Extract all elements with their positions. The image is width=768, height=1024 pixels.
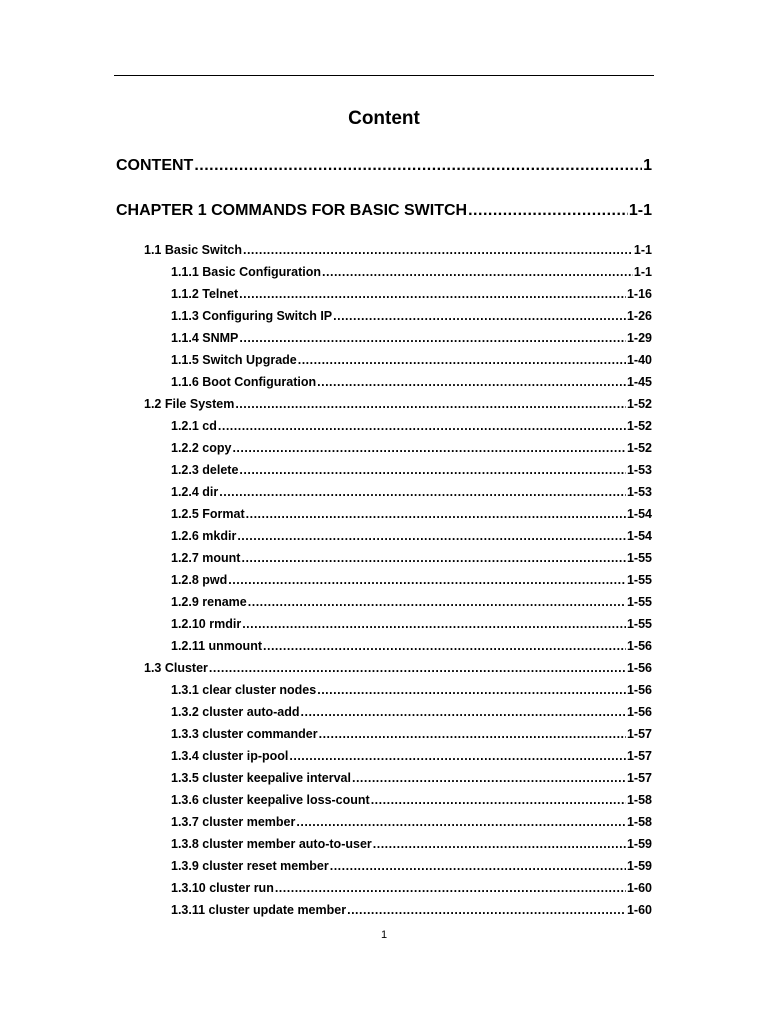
top-rule xyxy=(114,75,654,76)
toc-entry-label: 1.1 Basic Switch xyxy=(144,243,242,257)
toc-entry-page: 1-54 xyxy=(626,529,652,543)
toc-entry-page: 1-60 xyxy=(626,903,652,917)
toc-entry[interactable] xyxy=(171,705,652,719)
toc-leader-dots xyxy=(246,507,626,521)
toc-entry-label: 1.1.6 Boot Configuration xyxy=(171,375,317,389)
toc-leader-dots xyxy=(322,265,633,279)
toc-leader-dots xyxy=(317,683,626,697)
toc-entry[interactable] xyxy=(171,573,652,587)
toc-entry-page: 1-53 xyxy=(626,463,652,477)
toc-entry-page: 1-56 xyxy=(626,661,652,675)
toc-entry-page: 1-1 xyxy=(633,265,652,279)
toc-leader-dots xyxy=(275,881,626,895)
toc-entry-label: 1.2.5 Format xyxy=(171,507,245,521)
toc-entry[interactable] xyxy=(144,661,652,675)
toc-entry-page: 1-57 xyxy=(626,727,652,741)
toc-leader-dots xyxy=(237,529,626,543)
toc-entry-label: 1.2.4 dir xyxy=(171,485,219,499)
toc-entry[interactable] xyxy=(171,551,652,565)
toc-entry-page: 1-16 xyxy=(626,287,652,301)
toc-entry[interactable] xyxy=(171,419,652,433)
toc-entry-page: 1-55 xyxy=(626,551,652,565)
toc-entry-label: 1.2.10 rmdir xyxy=(171,617,242,631)
toc-entry-page: 1-26 xyxy=(626,309,652,323)
toc-entry-label: 1.1.1 Basic Configuration xyxy=(171,265,322,279)
toc-leader-dots xyxy=(228,573,626,587)
toc-entry[interactable] xyxy=(171,749,652,763)
toc-entry-page: 1-1 xyxy=(633,243,652,257)
toc-entry-label: 1.2.11 unmount xyxy=(171,639,262,653)
toc-leader-dots xyxy=(239,463,626,477)
toc-entry-page: 1-58 xyxy=(626,815,652,829)
toc-leader-dots xyxy=(373,837,626,851)
toc-entry-label: 1.1.5 Switch Upgrade xyxy=(171,353,297,367)
toc-entry-label: CHAPTER 1 COMMANDS FOR BASIC SWITCH xyxy=(116,202,468,219)
toc-entry[interactable] xyxy=(171,331,652,345)
toc-entry[interactable] xyxy=(171,903,652,917)
toc-entry-page: 1-58 xyxy=(626,793,652,807)
toc-entry[interactable] xyxy=(171,507,652,521)
toc-leader-dots xyxy=(241,551,626,565)
toc-entry[interactable] xyxy=(144,397,652,411)
toc-leader-dots xyxy=(263,639,626,653)
toc-leader-dots xyxy=(248,595,626,609)
toc-leader-dots xyxy=(301,705,626,719)
toc-entry[interactable] xyxy=(171,859,652,873)
toc-entry-page: 1-56 xyxy=(626,683,652,697)
toc-entry-label: CONTENT xyxy=(116,157,194,174)
toc-leader-dots xyxy=(333,309,626,323)
toc-entry-page: 1-45 xyxy=(626,375,652,389)
toc-entry-page: 1-52 xyxy=(626,419,652,433)
toc-entry[interactable] xyxy=(171,463,652,477)
toc-entry-page: 1-55 xyxy=(626,617,652,631)
toc-entry-label: 1.1.3 Configuring Switch IP xyxy=(171,309,333,323)
toc-entry[interactable] xyxy=(171,793,652,807)
page-number: 1 xyxy=(380,929,388,941)
toc-entry[interactable] xyxy=(171,309,652,323)
toc-entry-page: 1-56 xyxy=(626,705,652,719)
toc-entry-page: 1-1 xyxy=(628,202,652,219)
toc-entry-label: 1.2.1 cd xyxy=(171,419,217,433)
toc-leader-dots xyxy=(330,859,626,873)
toc-entry-label: 1.3.8 cluster member auto-to-user xyxy=(171,837,372,851)
toc-entry-page: 1-60 xyxy=(626,881,652,895)
toc-entry-page: 1-56 xyxy=(626,639,652,653)
toc-entry-label: 1.3.10 cluster run xyxy=(171,881,274,895)
toc-entry-label: 1.2.9 rename xyxy=(171,595,247,609)
toc-entry[interactable] xyxy=(171,815,652,829)
toc-leader-dots xyxy=(371,793,626,807)
page-title: Content xyxy=(348,108,420,129)
toc-leader-dots xyxy=(219,485,626,499)
toc-entry-page: 1-53 xyxy=(626,485,652,499)
toc-entry-label: 1.2.7 mount xyxy=(171,551,241,565)
toc-entry-page: 1-54 xyxy=(626,507,652,521)
toc-entry-label: 1.2.3 delete xyxy=(171,463,239,477)
toc-entry-label: 1.3.3 cluster commander xyxy=(171,727,318,741)
toc-leader-dots xyxy=(232,441,626,455)
toc-entry-label: 1.3.6 cluster keepalive loss-count xyxy=(171,793,370,807)
toc-leader-dots xyxy=(319,727,626,741)
toc-leader-dots xyxy=(347,903,626,917)
toc-leader-dots xyxy=(352,771,626,785)
toc-entry[interactable] xyxy=(171,771,652,785)
toc-leader-dots xyxy=(242,617,626,631)
toc-leader-dots xyxy=(209,661,626,675)
toc-entry-page: 1 xyxy=(643,157,652,174)
toc-entry-label: 1.3 Cluster xyxy=(144,661,208,675)
toc-entry-page: 1-55 xyxy=(626,573,652,587)
toc-entry-page: 1-40 xyxy=(626,353,652,367)
toc-entry[interactable] xyxy=(171,441,652,455)
toc-entry-label: 1.3.4 cluster ip-pool xyxy=(171,749,289,763)
toc-entry[interactable] xyxy=(171,617,652,631)
toc-entry[interactable] xyxy=(144,243,652,257)
toc-entry-page: 1-52 xyxy=(626,441,652,455)
toc-entry[interactable] xyxy=(171,595,652,609)
toc-entry[interactable] xyxy=(171,529,652,543)
toc-entry-label: 1.2.8 pwd xyxy=(171,573,228,587)
toc-entry-label: 1.2 File System xyxy=(144,397,235,411)
toc-leader-dots xyxy=(296,815,626,829)
toc-entry[interactable] xyxy=(171,375,652,389)
toc-entry-label: 1.3.9 cluster reset member xyxy=(171,859,329,873)
toc-leader-dots xyxy=(317,375,626,389)
toc-leader-dots xyxy=(194,157,642,175)
toc-entry-label: 1.1.4 SNMP xyxy=(171,331,239,345)
toc-entry-label: 1.3.11 cluster update member xyxy=(171,903,347,917)
toc-entry[interactable] xyxy=(116,202,652,220)
toc-entry-label: 1.3.2 cluster auto-add xyxy=(171,705,300,719)
toc-entry-label: 1.2.2 copy xyxy=(171,441,232,455)
toc-entry-page: 1-29 xyxy=(626,331,652,345)
toc-entry-label: 1.2.6 mkdir xyxy=(171,529,237,543)
toc-entry[interactable] xyxy=(171,837,652,851)
toc-entry-page: 1-59 xyxy=(626,837,652,851)
toc-entry[interactable] xyxy=(171,353,652,367)
toc-entry-label: 1.3.1 clear cluster nodes xyxy=(171,683,317,697)
toc-entry-page: 1-57 xyxy=(626,749,652,763)
toc-leader-dots xyxy=(289,749,626,763)
toc-entry-label: 1.3.5 cluster keepalive interval xyxy=(171,771,351,785)
toc-entry-label: 1.1.2 Telnet xyxy=(171,287,239,301)
toc-entry[interactable] xyxy=(116,157,652,175)
toc-leader-dots xyxy=(243,243,633,257)
toc-entry[interactable] xyxy=(171,639,652,653)
toc-entry-page: 1-59 xyxy=(626,859,652,873)
toc-leader-dots xyxy=(239,331,626,345)
toc-entry-page: 1-55 xyxy=(626,595,652,609)
toc-leader-dots xyxy=(298,353,626,367)
toc-entry[interactable] xyxy=(171,727,652,741)
toc-entry-page: 1-57 xyxy=(626,771,652,785)
toc-entry-label: 1.3.7 cluster member xyxy=(171,815,296,829)
toc-leader-dots xyxy=(239,287,626,301)
toc-entry[interactable] xyxy=(171,287,652,301)
toc-leader-dots xyxy=(235,397,626,411)
toc-entry[interactable] xyxy=(171,683,652,697)
toc-entry[interactable] xyxy=(171,265,652,279)
toc-entry[interactable] xyxy=(171,485,652,499)
toc-entry-page: 1-52 xyxy=(626,397,652,411)
toc-entry[interactable] xyxy=(171,881,652,895)
toc-leader-dots xyxy=(468,202,628,220)
toc-leader-dots xyxy=(218,419,626,433)
